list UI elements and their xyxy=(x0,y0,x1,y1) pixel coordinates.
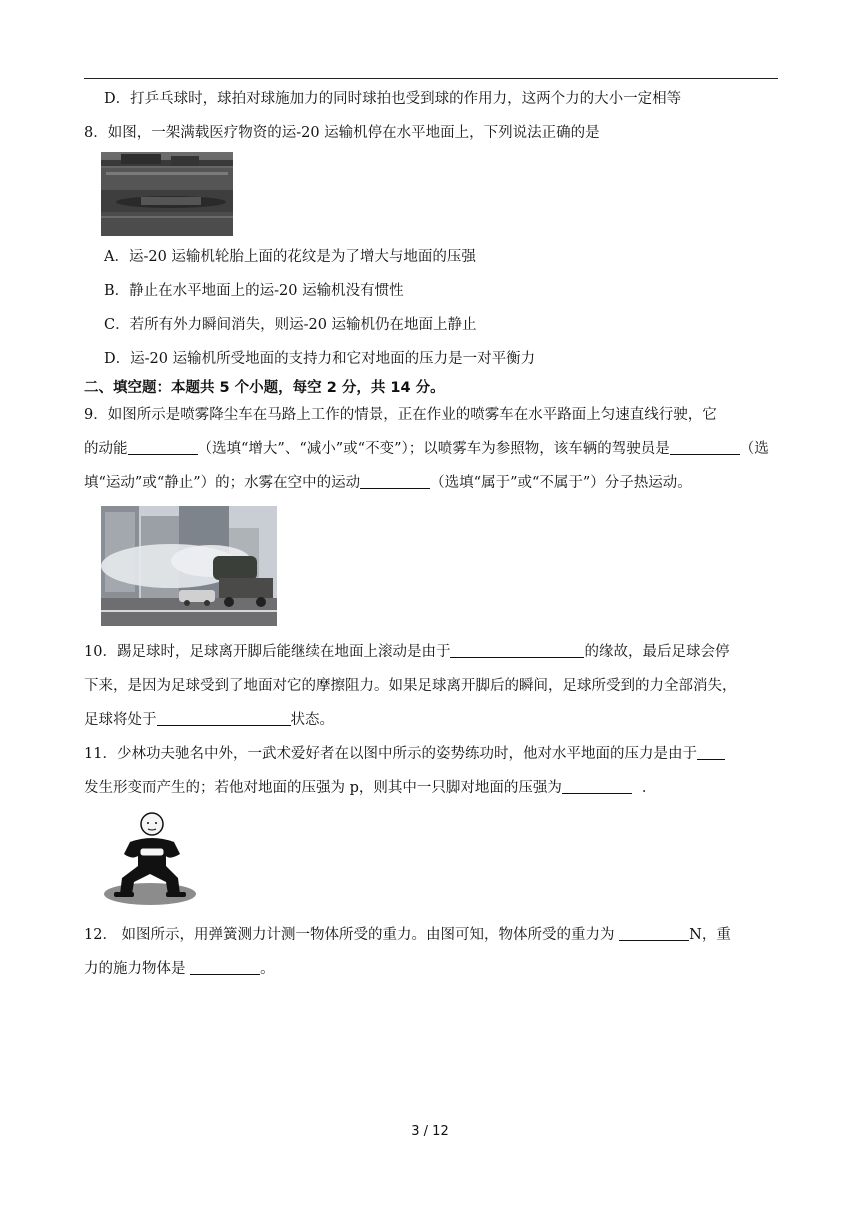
q9-text-d: 填“运动”或“静止”）的；水雾在空中的运动 xyxy=(84,475,361,491)
q9-text-b: （选填“增大”、“减小”或“不变”）；以喷雾车为参照物，该车辆的驾驶员是 xyxy=(197,441,670,457)
q10-text-b: 的缘故，最后足球会停 xyxy=(584,644,730,660)
q11-line-1 xyxy=(84,744,725,764)
q12-text-a: 12． 如图所示，用弹簧测力计测一物体所受的重力。由图可知，物体所受的重力为 xyxy=(84,927,620,943)
q9-blank-2[interactable] xyxy=(670,439,740,455)
martial-artist-figure xyxy=(100,806,200,908)
q11-text-b: 发生形变而产生的；若他对地面的压强为 p，则其中一只脚对地面的压强为 xyxy=(84,780,562,796)
q10-blank-1[interactable] xyxy=(450,642,584,658)
q10-text-a: 10．踢足球时，足球离开脚后能继续在地面上滚动是由于 xyxy=(84,644,451,660)
q10-line-2: 下来，是因为足球受到了地面对它的摩擦阻力。如果足球离开脚后的瞬间，足球所受到的力全部消失， xyxy=(84,678,737,694)
q8-option-a: A．运-20 运输机轮胎上面的花纹是为了增大与地面的压强 xyxy=(104,249,476,265)
q11-blank-2[interactable] xyxy=(562,778,632,794)
q9-text-c: （选 xyxy=(739,441,769,457)
q12-line-1 xyxy=(84,925,731,945)
spray-truck-photo xyxy=(101,506,277,626)
q12-text-d: 。 xyxy=(260,961,275,977)
q9-line-2 xyxy=(84,439,769,459)
q12-line-2 xyxy=(84,959,275,979)
q10-blank-2[interactable] xyxy=(157,710,291,726)
q11-text-c: ． xyxy=(641,780,657,796)
transport-plane-photo xyxy=(101,152,233,236)
q9-line-3 xyxy=(84,473,692,493)
q8-option-c: C．若所有外力瞬间消失，则运-20 运输机仍在地面上静止 xyxy=(104,317,477,333)
q12-blank-1[interactable] xyxy=(619,925,689,941)
q9-blank-3[interactable] xyxy=(360,473,430,489)
q10-line-3 xyxy=(84,710,334,730)
q9-blank-1[interactable] xyxy=(128,439,198,455)
q12-text-b: N，重 xyxy=(689,927,731,943)
q11-line-2 xyxy=(84,778,656,798)
q8-option-d: D．运-20 运输机所受地面的支持力和它对地面的压力是一对平衡力 xyxy=(104,351,536,367)
section-title: 二、填空题：本题共 5 个小题，每空 2 分，共 14 分。 xyxy=(84,380,445,396)
q10-text-d: 状态。 xyxy=(290,712,334,728)
q7-option-d: D．打乒乓球时，球拍对球施加力的同时球拍也受到球的作用力，这两个力的大小一定相等 xyxy=(104,91,682,107)
q9-text-e: （选填“属于”或“不属于”）分子热运动。 xyxy=(430,475,692,491)
q12-text-c: 力的施力物体是 xyxy=(84,961,191,977)
header-rule xyxy=(84,78,778,79)
q9-line-1: 9．如图所示是喷雾降尘车在马路上工作的情景，正在作业的喷雾车在水平路面上匀速直线行驶，它 xyxy=(84,407,717,423)
q11-text-a: 11．少林功夫驰名中外，一武术爱好者在以图中所示的姿势练功时，他对水平地面的压力是由于 xyxy=(84,746,697,762)
q12-blank-2[interactable] xyxy=(190,959,260,975)
q8-option-b: B．静止在水平地面上的运-20 运输机没有惯性 xyxy=(104,283,404,299)
q9-text-a: 的动能 xyxy=(84,441,128,457)
q10-text-c: 足球将处于 xyxy=(84,712,157,728)
q11-blank-1[interactable] xyxy=(697,744,725,760)
q8-stem: 8．如图，一架满载医疗物资的运-20 运输机停在水平地面上，下列说法正确的是 xyxy=(84,125,600,141)
q10-line-1 xyxy=(84,642,729,662)
page-number: 3 / 12 xyxy=(411,1124,449,1139)
